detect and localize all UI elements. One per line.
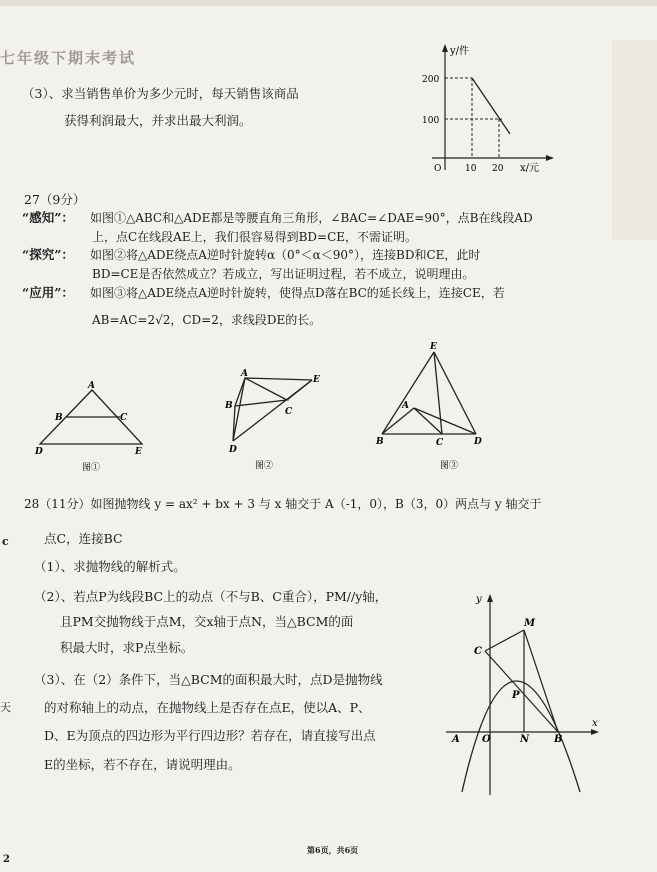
q28-part2-line3: 积最大时，求P点坐标。 bbox=[60, 640, 194, 655]
svg-text:C: C bbox=[120, 413, 128, 423]
margin-page-number: 2 bbox=[3, 854, 10, 865]
q27-figure-1 bbox=[30, 378, 155, 473]
scan-shadow-right bbox=[612, 40, 657, 240]
graph-line bbox=[472, 78, 510, 134]
svg-text:E: E bbox=[135, 447, 142, 457]
graph-y-tick-100: 100 bbox=[422, 116, 440, 126]
q27-ganzhi-label: “感知”： bbox=[22, 210, 74, 225]
figure-1-caption: 图① bbox=[82, 463, 101, 473]
page-footer: 第6页，共6页 bbox=[307, 845, 359, 855]
q27-yingyong-line1: 如图③将△ADE绕点A逆时针旋转，使得点D落在BC的延长线上，连接CE，若 bbox=[90, 286, 505, 300]
svg-text:E: E bbox=[313, 375, 320, 385]
graph-y-label: y/件 bbox=[450, 46, 470, 57]
q27-tanjiu-line1: 如图②将△ADE绕点A逆时针旋转α（0°＜α＜90°），连接BD和CE，此时 bbox=[90, 248, 481, 262]
svg-text:A: A bbox=[88, 381, 95, 391]
q28-part1: （1）、求抛物线的解析式。 bbox=[34, 559, 186, 574]
q28-part2-line2: 且PM交抛物线于点M，交x轴于点N，当△BCM的面 bbox=[60, 614, 354, 629]
q28-part3-line3: D、E为顶点的四边形为平行四边形？若存在，请直接写出点 bbox=[44, 728, 376, 743]
svg-text:A: A bbox=[452, 734, 460, 745]
svg-text:D: D bbox=[474, 437, 482, 447]
q28-part3-line2: 的对称轴上的动点，在抛物线上是否存在点E，使以A、P、 bbox=[44, 700, 371, 715]
svg-text:D: D bbox=[35, 447, 43, 457]
parabola-y-arrow bbox=[487, 594, 493, 602]
svg-text:B: B bbox=[554, 734, 563, 745]
graph-x-arrow bbox=[546, 155, 554, 161]
svg-text:C: C bbox=[436, 438, 444, 448]
header-scan-text: 七年级下期末考试 bbox=[0, 49, 137, 67]
svg-text:E: E bbox=[430, 342, 437, 352]
svg-text:B: B bbox=[55, 413, 63, 423]
q27-header: 27（9分） bbox=[24, 192, 86, 207]
svg-text:C: C bbox=[474, 646, 482, 657]
figure-2-caption: 图② bbox=[255, 461, 274, 471]
parabola-x-arrow bbox=[591, 729, 599, 735]
segment-cm bbox=[485, 630, 524, 651]
q27-tanjiu-line2: BD=CE是否依然成立？若成立，写出证明过程，若不成立，说明理由。 bbox=[92, 267, 475, 281]
q28-part3-line4: E的坐标，若不存在，请说明理由。 bbox=[44, 757, 241, 772]
q27-ganzhi-line2: 上，点C在线段AE上，我们很容易得到BD=CE，不需证明。 bbox=[92, 230, 418, 244]
q27-yingyong-line2: AB=AC=2√2，CD=2，求线段DE的长。 bbox=[92, 313, 322, 327]
svg-text:N: N bbox=[520, 734, 530, 745]
q28-part3-line1: （3）、在（2）条件下，当△BCM的面积最大时，点D是抛物线 bbox=[34, 672, 383, 687]
svg-text:A: A bbox=[402, 401, 409, 411]
graph-origin: O bbox=[434, 164, 442, 174]
q27-figure-3 bbox=[372, 338, 497, 473]
q27-yingyong-label: “应用”： bbox=[22, 285, 74, 300]
q26-sales-graph bbox=[410, 42, 560, 182]
svg-text:D: D bbox=[229, 445, 237, 455]
svg-text:A: A bbox=[241, 369, 248, 379]
q27-figure-2 bbox=[225, 368, 335, 473]
margin-tian-mark: 天 bbox=[0, 701, 11, 714]
scan-shadow-top bbox=[0, 0, 657, 6]
q28-parabola-graph bbox=[440, 590, 610, 800]
svg-text:P: P bbox=[512, 690, 520, 701]
segment-bc bbox=[485, 651, 558, 732]
graph-x-tick-20: 20 bbox=[492, 164, 504, 174]
q28-line2: 点C，连接BC bbox=[44, 531, 123, 546]
segment-mb bbox=[524, 630, 558, 732]
q26-part3-line2: 获得利润最大，并求出最大利润。 bbox=[64, 113, 252, 128]
graph-y-arrow bbox=[442, 44, 448, 52]
q28-part2-line1: （2）、若点P为线段BC上的动点（不与B、C重合），PM//y轴， bbox=[34, 589, 388, 604]
graph-y-tick-200: 200 bbox=[422, 75, 440, 85]
graph-x-label: x/元 bbox=[520, 163, 540, 174]
svg-text:y: y bbox=[476, 594, 482, 605]
svg-text:B: B bbox=[225, 401, 233, 411]
svg-text:M: M bbox=[524, 618, 536, 629]
svg-text:B: B bbox=[376, 437, 384, 447]
q28-line1: 28（11分）如图抛物线 y = ax² + bx + 3 与 x 轴交于 A（-1，0），B（3，0）两点与 y 轴交于 bbox=[24, 497, 542, 511]
svg-text:x: x bbox=[592, 718, 598, 729]
margin-c-mark: c bbox=[2, 535, 9, 548]
svg-text:O: O bbox=[482, 734, 491, 745]
svg-text:C: C bbox=[285, 407, 293, 417]
q27-ganzhi-line1: 如图①△ABC和△ADE都是等腰直角三角形，∠BAC=∠DAE=90°，点B在线段AD bbox=[90, 211, 533, 225]
q26-part3-line1: （3）、求当销售单价为多少元时，每天销售该商品 bbox=[22, 86, 299, 101]
figure-3-caption: 图③ bbox=[440, 461, 459, 471]
graph-x-tick-10: 10 bbox=[465, 164, 477, 174]
q27-tanjiu-label: “探究”： bbox=[22, 247, 74, 262]
